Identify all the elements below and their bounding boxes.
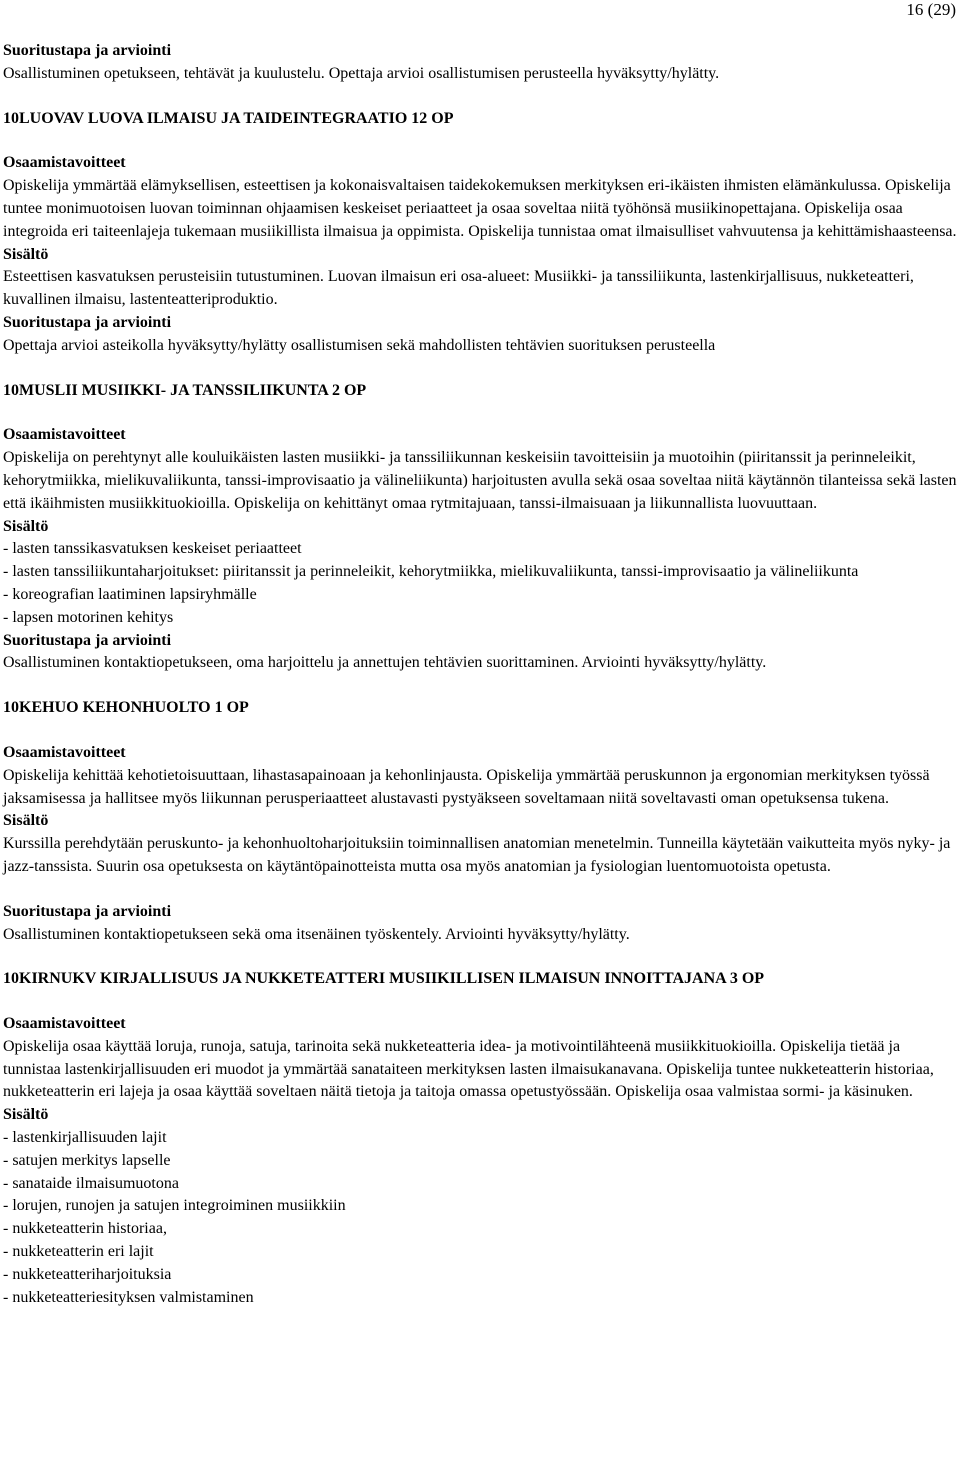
course3-goals-heading: Osaamistavoitteet [3,743,126,761]
list-item: - satujen merkitys lapselle [3,1151,171,1169]
course4-title: 10KIRNUKV KIRJALLISUUS JA NUKKETEATTERI MUSIIKILLISEN ILMAISUN INNOITTAJANA 3 OP [3,970,765,988]
intro-heading: Suoritustapa ja arviointi [3,42,172,59]
course1-method-heading: Suoritustapa ja arviointi [3,313,172,331]
document-body [3,40,957,1309]
course1-method-text: Opettaja arvioi asteikolla hyväksytty/hylätty osallistumisen sekä mahdollisten tehtävien suorituksen perusteella [3,336,716,354]
course3-goals-text: Opiskelija kehittää kehotietoisuuttaan, lihastasapainoaan ja kehonlinjausta. Opiskelija ymmärtää peruskunnon ja ergonomian merkityksen työssä jaksamisessa ja hallitsee myös liikunnan perusperiaatteet alustavasti pystyäkseen soveltamaan niitä soveltavasti oman opetuksensa tukena. [3,766,930,807]
course4-goals-text: Opiskelija osaa käyttää loruja, runoja, satuja, tarinoita sekä nukketeatteria idea- ja motivointilähteenä musiikkituokioilla. Opiskelija tietää ja tunnistaa lastenkirjallisuuden eri muodot ja ymmärtää sanataiteen merkityksen lasten ilmaisukanavana. Opiskelija tuntee nukketeatterin historiaa, nukketeatterin eri lajeja ja osaa käyttää soveltaen näitä tietoja ja taitoja omassa opetustyössään. Opiskelija osaa valmistaa sormi- ja käsinuken. [3,1037,934,1101]
list-item: - nukketeatteriesityksen valmistaminen [3,1288,254,1306]
list-item: - nukketeatterin eri lajit [3,1243,154,1261]
course2-title: 10MUSLII MUSIIKKI- JA TANSSILIIKUNTA 2 OP [3,381,367,399]
list-item: - koreografian laatiminen lapsiryhmälle [3,585,257,603]
list-item: - lastenkirjallisuuden lajit [3,1129,167,1147]
course1-goals-text: Opiskelija ymmärtää elämyksellisen, esteettisen ja kokonaisvaltaisen taidekokemuksen merkityksen eri-ikäisten ihmisten elämänkulussa. Opiskelija tuntee monimuotoisen luovan toiminnan ohjaamisen keskeiset periaatteet ja osaa soveltaa niitä työhönsä musiikinopettajana. Opiskelija osaa integroida eri taiteenlajeja tukemaan musiikillista ilmaisua ja oppimista. Opiskelija tunnistaa omat ilmaisulliset vahvuutensa ja kehittämishaasteensa. [3,177,957,240]
course4-content-list [3,1127,957,1309]
course2-goals-heading: Osaamistavoitteet [3,426,126,444]
course2-content-heading: Sisältö [3,517,49,535]
list-item: - lasten tanssikasvatuksen keskeiset periaatteet [3,540,302,558]
course2-goals-text: Opiskelija on perehtynyt alle kouluikäisten lasten musiikki- ja tanssiliikunnan keskeisiin tavoitteisiin ja muotoihin (piiritanssit ja perinneleikit, kehorytmiikka, mielikuvaliikunta, tanssi-improvisaatio ja välineliikunta) harjoitusten avulla sekä osaa soveltaa niitä käytännön tilanteissa sekä lasten että ikäihmisten musiikkituokioilla. Opiskelija on kehittänyt omaa rytmitajuaan, tanssi-ilmaisuaan ja liikunnallista luovuuttaan. [3,449,957,512]
course1-content-heading: Sisältö [3,245,49,263]
course2-method-text: Osallistuminen kontaktiopetukseen, oma harjoittelu ja annettujen tehtävien suorittaminen. Arviointi hyväksytty/hylätty. [3,654,767,672]
course3-title: 10KEHUO KEHONHUOLTO 1 OP [3,699,249,717]
page-number: 16 (29) [906,0,956,19]
course3-method-heading: Suoritustapa ja arviointi [3,902,172,920]
course4-goals-heading: Osaamistavoitteet [3,1015,126,1033]
course3-method-text: Osallistuminen kontaktiopetukseen sekä oma itsenäinen työskentely. Arviointi hyväksytty/hylätty. [3,925,630,943]
course1-goals-heading: Osaamistavoitteet [3,154,126,172]
course2-content-list [3,538,957,629]
course3-content-heading: Sisältö [3,812,49,830]
course4-content-heading: Sisältö [3,1106,49,1124]
intro-text: Osallistuminen opetukseen, tehtävät ja kuulustelu. Opettaja arvioi osallistumisen perusteella hyväksytty/hylätty. [3,64,720,82]
list-item: - nukketeatteriharjoituksia [3,1265,172,1283]
course3-content-text: Kurssilla perehdytään peruskunto- ja kehonhuoltoharjoituksiin toiminnallisen anatomian menetelmin. Tunneilla käytetään vaikutteita myös nyky- ja jazz-tanssista. Suurin osa opetuksesta on käytäntöpainotteista mutta osa myös anatomian ja fysiologian luentomuotoista opetusta. [3,835,951,875]
list-item: - lorujen, runojen ja satujen integroiminen musiikkiin [3,1197,346,1215]
list-item: - lapsen motorinen kehitys [3,608,174,626]
list-item: - sanataide ilmaisumuotona [3,1174,179,1192]
course1-content-text: Esteettisen kasvatuksen perusteisiin tutustuminen. Luovan ilmaisun eri osa-alueet: Musiikki- ja tanssiliikunta, lastenkirjallisuus, nukketeatteri, kuvallinen ilmaisu, lastenteatteriproduktio. [3,268,914,309]
course2-method-heading: Suoritustapa ja arviointi [3,631,172,649]
list-item: - lasten tanssiliikuntaharjoitukset: piiritanssit ja perinneleikit, kehorytmiikka, mielikuvaliikunta, tanssi-improvisaatio ja välineliikunta [3,563,859,581]
course1-title: 10LUOVAV LUOVA ILMAISU JA TAIDEINTEGRAATIO 12 OP [3,109,454,127]
list-item: - nukketeatterin historiaa, [3,1220,167,1238]
